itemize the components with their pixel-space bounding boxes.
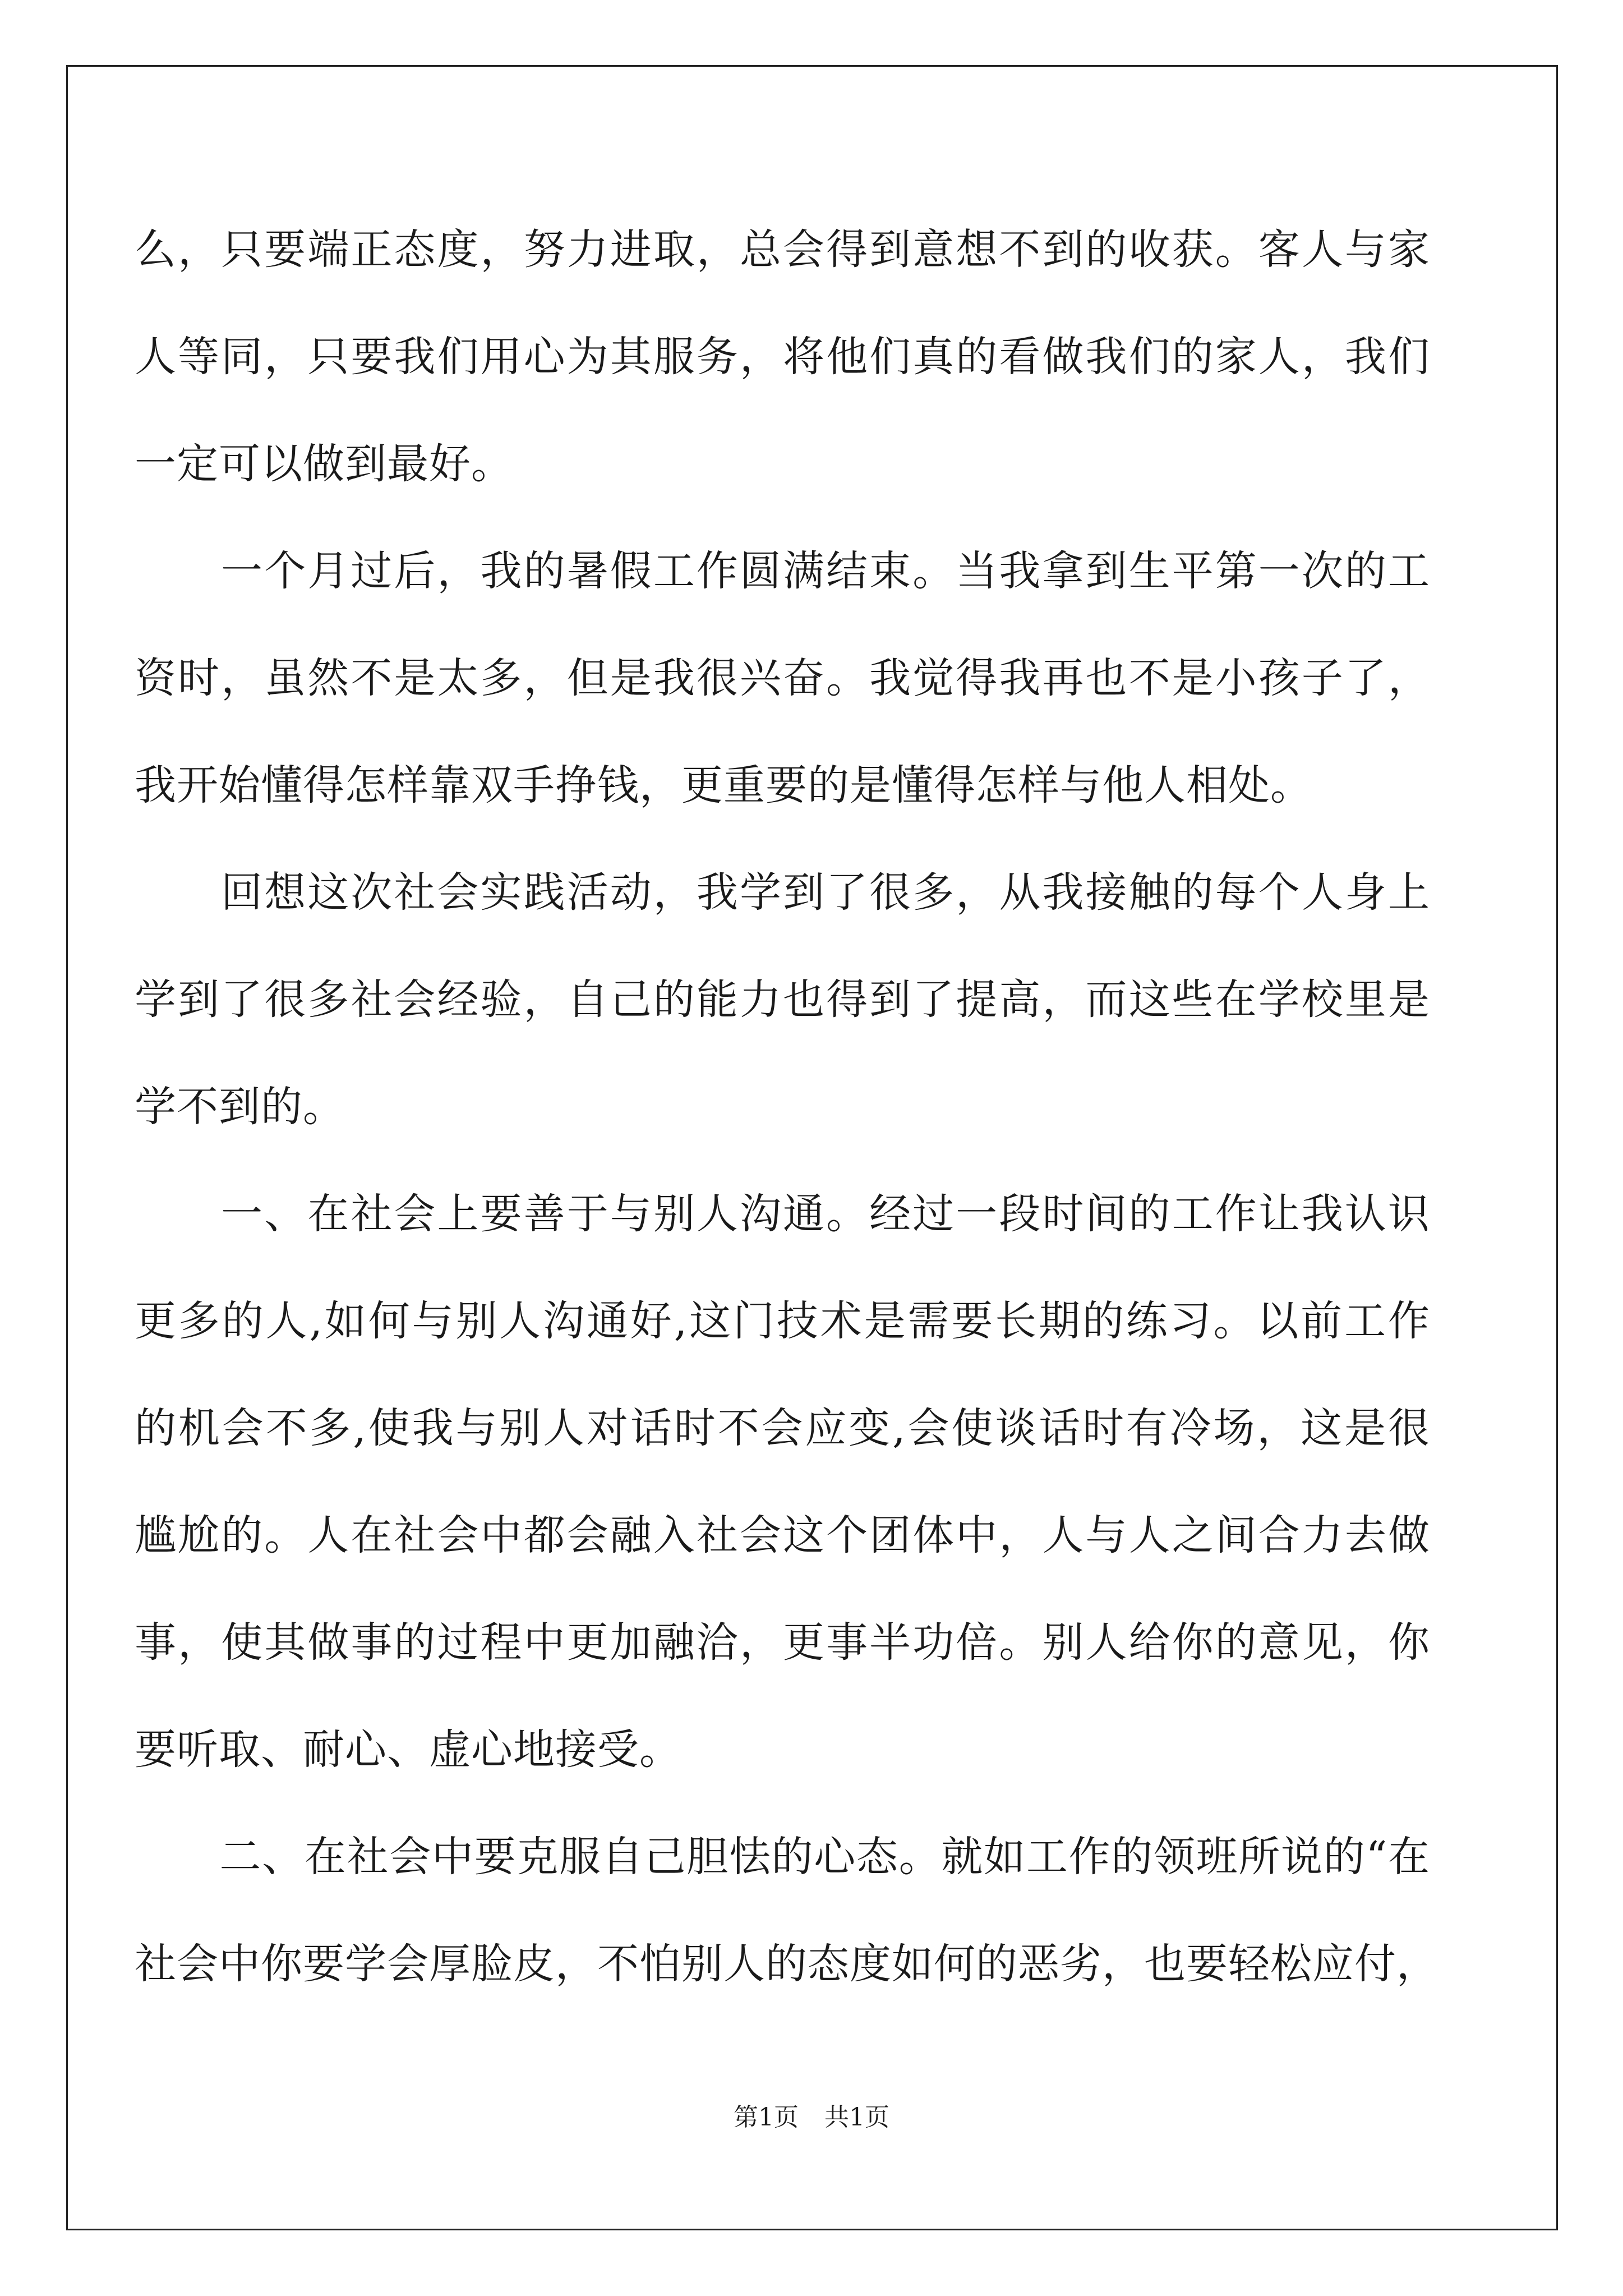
text-line: 人等同，只要我们用心为其服务，将他们真的看做我们的家人，我们 bbox=[135, 333, 1430, 381]
text-line: 尴尬的。人在社会中都会融入社会这个团体中，人与人之间合力去做 bbox=[135, 1511, 1430, 1559]
page-total: 共1页 bbox=[824, 2103, 889, 2132]
text-line: 一个月过后，我的暑假工作圆满结束。当我拿到生平第一次的工 bbox=[135, 547, 1430, 595]
text-line: 社会中你要学会厚脸皮，不怕别人的态度如何的恶劣，也要轻松应付， bbox=[135, 1940, 1438, 1988]
text-line: 回想这次社会实践活动，我学到了很多，从我接触的每个人身上 bbox=[135, 868, 1430, 917]
text-line: 我开始懂得怎样靠双手挣钱，更重要的是懂得怎样与他人相处。 bbox=[135, 761, 1312, 809]
text-line: 么，只要端正态度，努力进取，总会得到意想不到的收获。客人与家 bbox=[135, 226, 1430, 274]
text-line: 的机会不多,使我与别人对话时不会应变,会使谈话时有冷场，这是很 bbox=[135, 1404, 1430, 1452]
text-line: 更多的人,如何与别人沟通好,这门技术是需要长期的练习。以前工作 bbox=[135, 1297, 1430, 1345]
page-number: 第1页 bbox=[734, 2103, 799, 2132]
text-line: 学到了很多社会经验，自己的能力也得到了提高，而这些在学校里是 bbox=[135, 976, 1430, 1024]
text-line: 事，使其做事的过程中更加融洽，更事半功倍。别人给你的意见，你 bbox=[135, 1618, 1430, 1667]
text-line: 一定可以做到最好。 bbox=[135, 440, 513, 488]
text-line: 要听取、耐心、虚心地接受。 bbox=[135, 1726, 681, 1774]
text-line: 资时，虽然不是太多，但是我很兴奋。我觉得我再也不是小孩子了， bbox=[135, 654, 1430, 702]
text-line: 学不到的。 bbox=[135, 1083, 345, 1131]
page-footer bbox=[0, 2101, 1623, 2134]
text-line: 二、在社会中要克服自己胆怯的心态。就如工作的领班所说的“在 bbox=[135, 1833, 1430, 1881]
text-line: 一、在社会上要善于与别人沟通。经过一段时间的工作让我认识 bbox=[135, 1190, 1430, 1238]
